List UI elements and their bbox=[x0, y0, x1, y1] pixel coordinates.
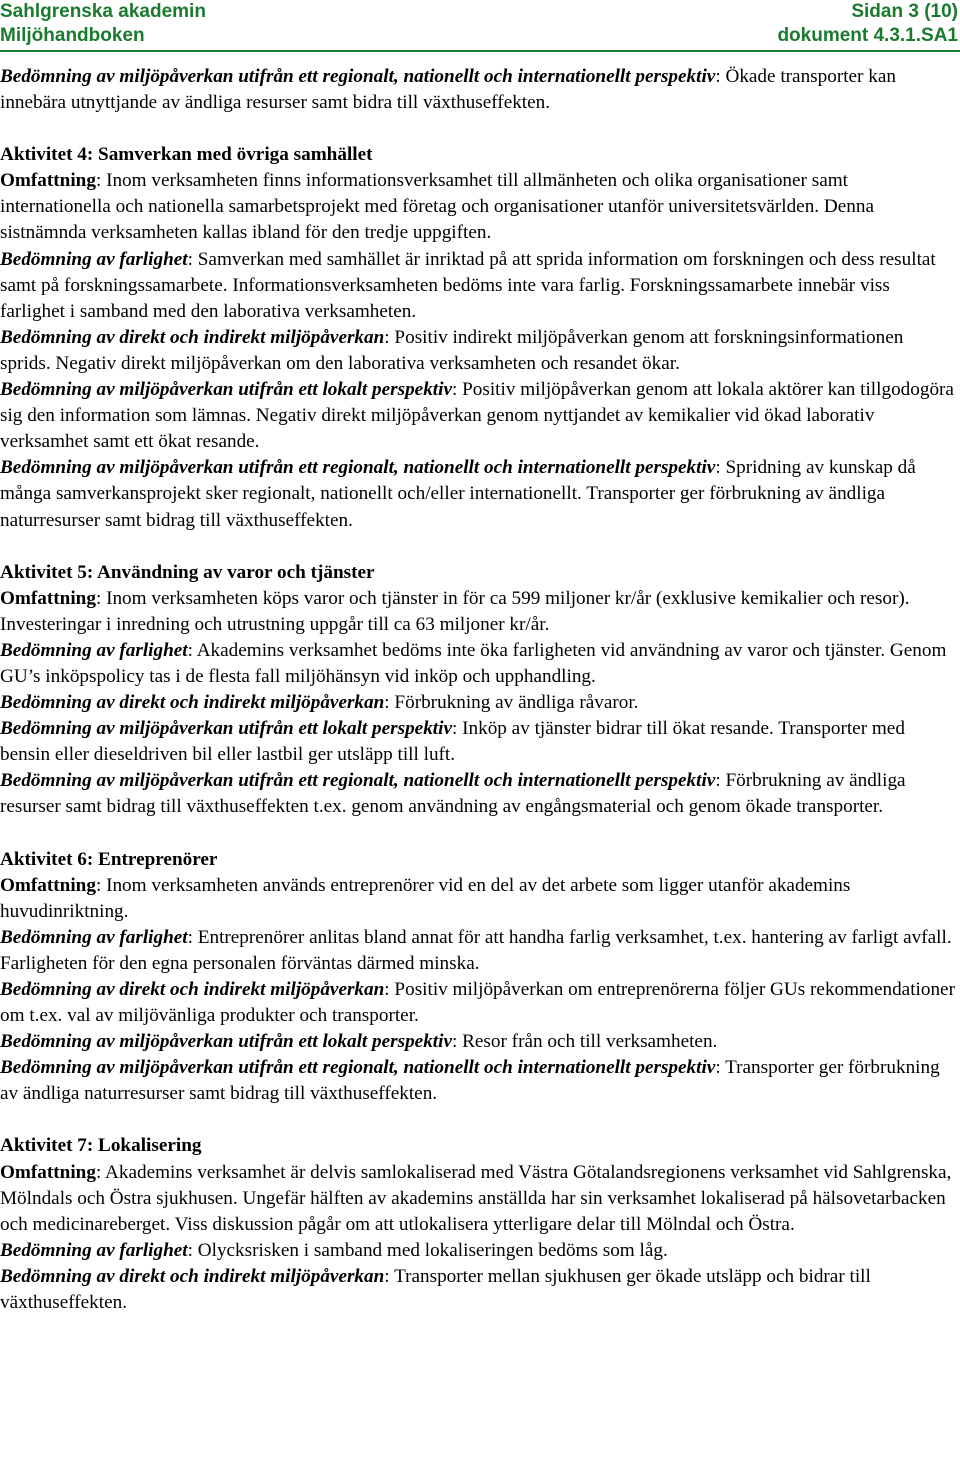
header-divider bbox=[0, 50, 960, 52]
paragraph-text: : Transporter mellan sjukhusen ger ökade utsläpp och bidrar till växthuseffekten. bbox=[0, 1265, 871, 1314]
paragraph-text: : Positiv indirekt miljöpåverkan genom att forskningsinformationen sprids. Negativ direkt miljöpåverkan om den laborativa verksamheten och resandet ökar. bbox=[0, 326, 904, 374]
paragraph-label: Bedömning av miljöpåverkan utifrån ett regionalt, nationellt och internationellt perspektiv bbox=[0, 1057, 716, 1079]
regionalt-paragraph bbox=[0, 455, 958, 533]
paragraph-label: Bedömning av direkt och indirekt miljöpåverkan bbox=[0, 1265, 385, 1287]
paragraph-label: Omfattning bbox=[0, 170, 96, 192]
paragraph-label: Bedömning av farlighet bbox=[0, 639, 188, 661]
paragraph-label: Omfattning bbox=[0, 874, 96, 896]
lokalt-paragraph bbox=[0, 1029, 958, 1055]
paragraph-label: Bedömning av miljöpåverkan utifrån ett lokalt perspektiv bbox=[0, 718, 452, 740]
lokalt-paragraph bbox=[0, 377, 958, 455]
paragraph-text: : Inom verksamheten köps varor och tjänster in för ca 599 miljoner kr/år (exklusive kemikalier och resor). Investeringar i inredning och utrustning uppgår till ca 63 miljoner kr/år. bbox=[0, 587, 910, 635]
section-aktivitet-4 bbox=[0, 142, 958, 533]
omfattning-paragraph bbox=[0, 1160, 958, 1238]
section-aktivitet-5 bbox=[0, 560, 958, 821]
paragraph-text: : Inköp av tjänster bidrar till ökat resande. Transporter med bensin eller dieseldriven bil eller lastbil ger utsläpp till luft. bbox=[0, 718, 905, 766]
direkt-paragraph bbox=[0, 1264, 958, 1316]
page-header bbox=[0, 0, 960, 48]
handbook-name: Miljöhandboken bbox=[0, 25, 145, 46]
direkt-paragraph bbox=[0, 325, 958, 377]
paragraph-text: : Positiv miljöpåverkan om entreprenörerna följer GUs rekommendationer om t.ex. val av miljövänliga produkter och transporter. bbox=[0, 979, 955, 1027]
paragraph-label: Bedömning av farlighet bbox=[0, 926, 188, 948]
regionalt-paragraph bbox=[0, 768, 958, 820]
document-number: dokument 4.3.1.SA1 bbox=[777, 25, 958, 46]
intro-paragraph bbox=[0, 64, 958, 116]
section-heading: Aktivitet 7: Lokalisering bbox=[0, 1135, 202, 1157]
paragraph-label: Bedömning av direkt och indirekt miljöpåverkan bbox=[0, 326, 385, 348]
paragraph-label: Bedömning av direkt och indirekt miljöpåverkan bbox=[0, 979, 385, 1000]
lokalt-paragraph bbox=[0, 716, 958, 768]
paragraph-text: : Ökade transporter kan innebära utnyttjande av ändliga resurser samt bidra till växthuseffekten. bbox=[0, 66, 896, 114]
section-aktivitet-6 bbox=[0, 847, 958, 1108]
paragraph-label: Omfattning bbox=[0, 1161, 96, 1183]
omfattning-paragraph bbox=[0, 586, 958, 638]
farlighet-paragraph bbox=[0, 247, 958, 325]
paragraph-text: : Samverkan med samhället är inriktad på att sprida information om forskningen och dess resultat samt på forskningssamarbete. Informationsverksamheten bedöms inte vara farlig. Forskningssamarbete innebär viss farlighet i samband med den laborativa verksamheten. bbox=[0, 248, 936, 322]
page-number: Sidan 3 (10) bbox=[851, 1, 958, 22]
paragraph-label: Bedömning av farlighet bbox=[0, 1239, 188, 1261]
paragraph-text: : Olycksrisken i samband med lokaliseringen bedöms som låg. bbox=[187, 1239, 668, 1261]
paragraph-label: Bedömning av miljöpåverkan utifrån ett regionalt, nationellt och internationellt perspektiv bbox=[0, 770, 716, 792]
direkt-paragraph bbox=[0, 977, 958, 1029]
paragraph-label: Bedömning av miljöpåverkan utifrån ett regionalt, nationellt och internationellt perspektiv bbox=[0, 457, 716, 479]
omfattning-paragraph bbox=[0, 873, 958, 925]
farlighet-paragraph bbox=[0, 638, 958, 690]
paragraph-text: : Inom verksamheten används entreprenörer vid en del av det arbete som ligger utanför akademins huvudinriktning. bbox=[0, 874, 851, 922]
paragraph-text: : Positiv miljöpåverkan genom att lokala aktörer kan tillgodogöra sig den information som lämnas. Negativ direkt miljöpåverkan genom nyttjandet av kemikalier vid ökad laborativ verksamhet samt ett ökat resande. bbox=[0, 379, 954, 453]
paragraph-label: Omfattning bbox=[0, 587, 96, 609]
paragraph-label: Bedömning av miljöpåverkan utifrån ett lokalt perspektiv bbox=[0, 1031, 452, 1053]
paragraph-label: Bedömning av farlighet bbox=[0, 248, 188, 270]
paragraph-text: : Förbrukning av ändliga råvaror. bbox=[384, 692, 639, 714]
paragraph-label: Bedömning av miljöpåverkan utifrån ett regionalt, nationellt och internationellt perspektiv bbox=[0, 66, 716, 87]
paragraph-text: : Resor från och till verksamheten. bbox=[451, 1031, 718, 1053]
paragraph-text: : Spridning av kunskap då många samverkansprojekt sker regionalt, nationellt och/eller internationellt. Transporter ger förbrukning av ändliga naturresurser samt bidrag till växthuseffekten. bbox=[0, 457, 916, 531]
farlighet-paragraph bbox=[0, 925, 958, 977]
paragraph-text: : Akademins verksamhet bedöms inte öka farligheten vid användning av varor och tjänster. Genom GU’s inköpspolicy tas i de flesta fall miljöhänsyn vid inköp och upphandling. bbox=[0, 639, 947, 687]
section-aktivitet-7 bbox=[0, 1133, 958, 1316]
section-heading: Aktivitet 6: Entreprenörer bbox=[0, 848, 218, 870]
farlighet-paragraph bbox=[0, 1238, 958, 1264]
section-heading: Aktivitet 4: Samverkan med övriga samhället bbox=[0, 144, 373, 166]
paragraph-text: : Inom verksamheten finns informationsverksamhet till allmänheten och olika organisationer samt internationella och nationella samarbetsprojekt med företag och organisationer utanför universitetsvärlden. Denna sistnämnda verksamheten kallas ibland för den tredje uppgiften. bbox=[0, 170, 874, 244]
section-heading: Aktivitet 5: Användning av varor och tjänster bbox=[0, 561, 375, 583]
paragraph-label: Bedömning av direkt och indirekt miljöpåverkan bbox=[0, 692, 385, 714]
paragraph-text: : Förbrukning av ändliga resurser samt bidrag till växthuseffekten t.ex. genom användning av engångsmaterial och genom ökade transporter. bbox=[0, 770, 906, 818]
paragraph-text: : Transporter ger förbrukning av ändliga naturresurser samt bidrag till växthuseffekten. bbox=[0, 1057, 940, 1105]
paragraph-label: Bedömning av miljöpåverkan utifrån ett lokalt perspektiv bbox=[0, 379, 452, 401]
paragraph-text: : Akademins verksamhet är delvis samlokaliserad med Västra Götalandsregionens verksamhet vid Sahlgrenska, Mölndals och Östra sjukhusen. Ungefär hälften av akademins anställda har sin verksamhet lokaliserad på hälsovetarbacken och medicinareberget. Viss diskussion pågår om att utlokalisera ytterligare delar till Mölndal och Östra. bbox=[0, 1161, 952, 1235]
org-name: Sahlgrenska akademin bbox=[0, 1, 206, 22]
regionalt-paragraph bbox=[0, 1055, 958, 1107]
paragraph-text: : Entreprenörer anlitas bland annat för att handha farlig verksamhet, t.ex. hantering av farligt avfall. Farligheten för den egna personalen förväntas därmed minska. bbox=[0, 926, 952, 974]
direkt-paragraph bbox=[0, 690, 958, 716]
omfattning-paragraph bbox=[0, 168, 958, 246]
document-body bbox=[0, 64, 958, 1316]
